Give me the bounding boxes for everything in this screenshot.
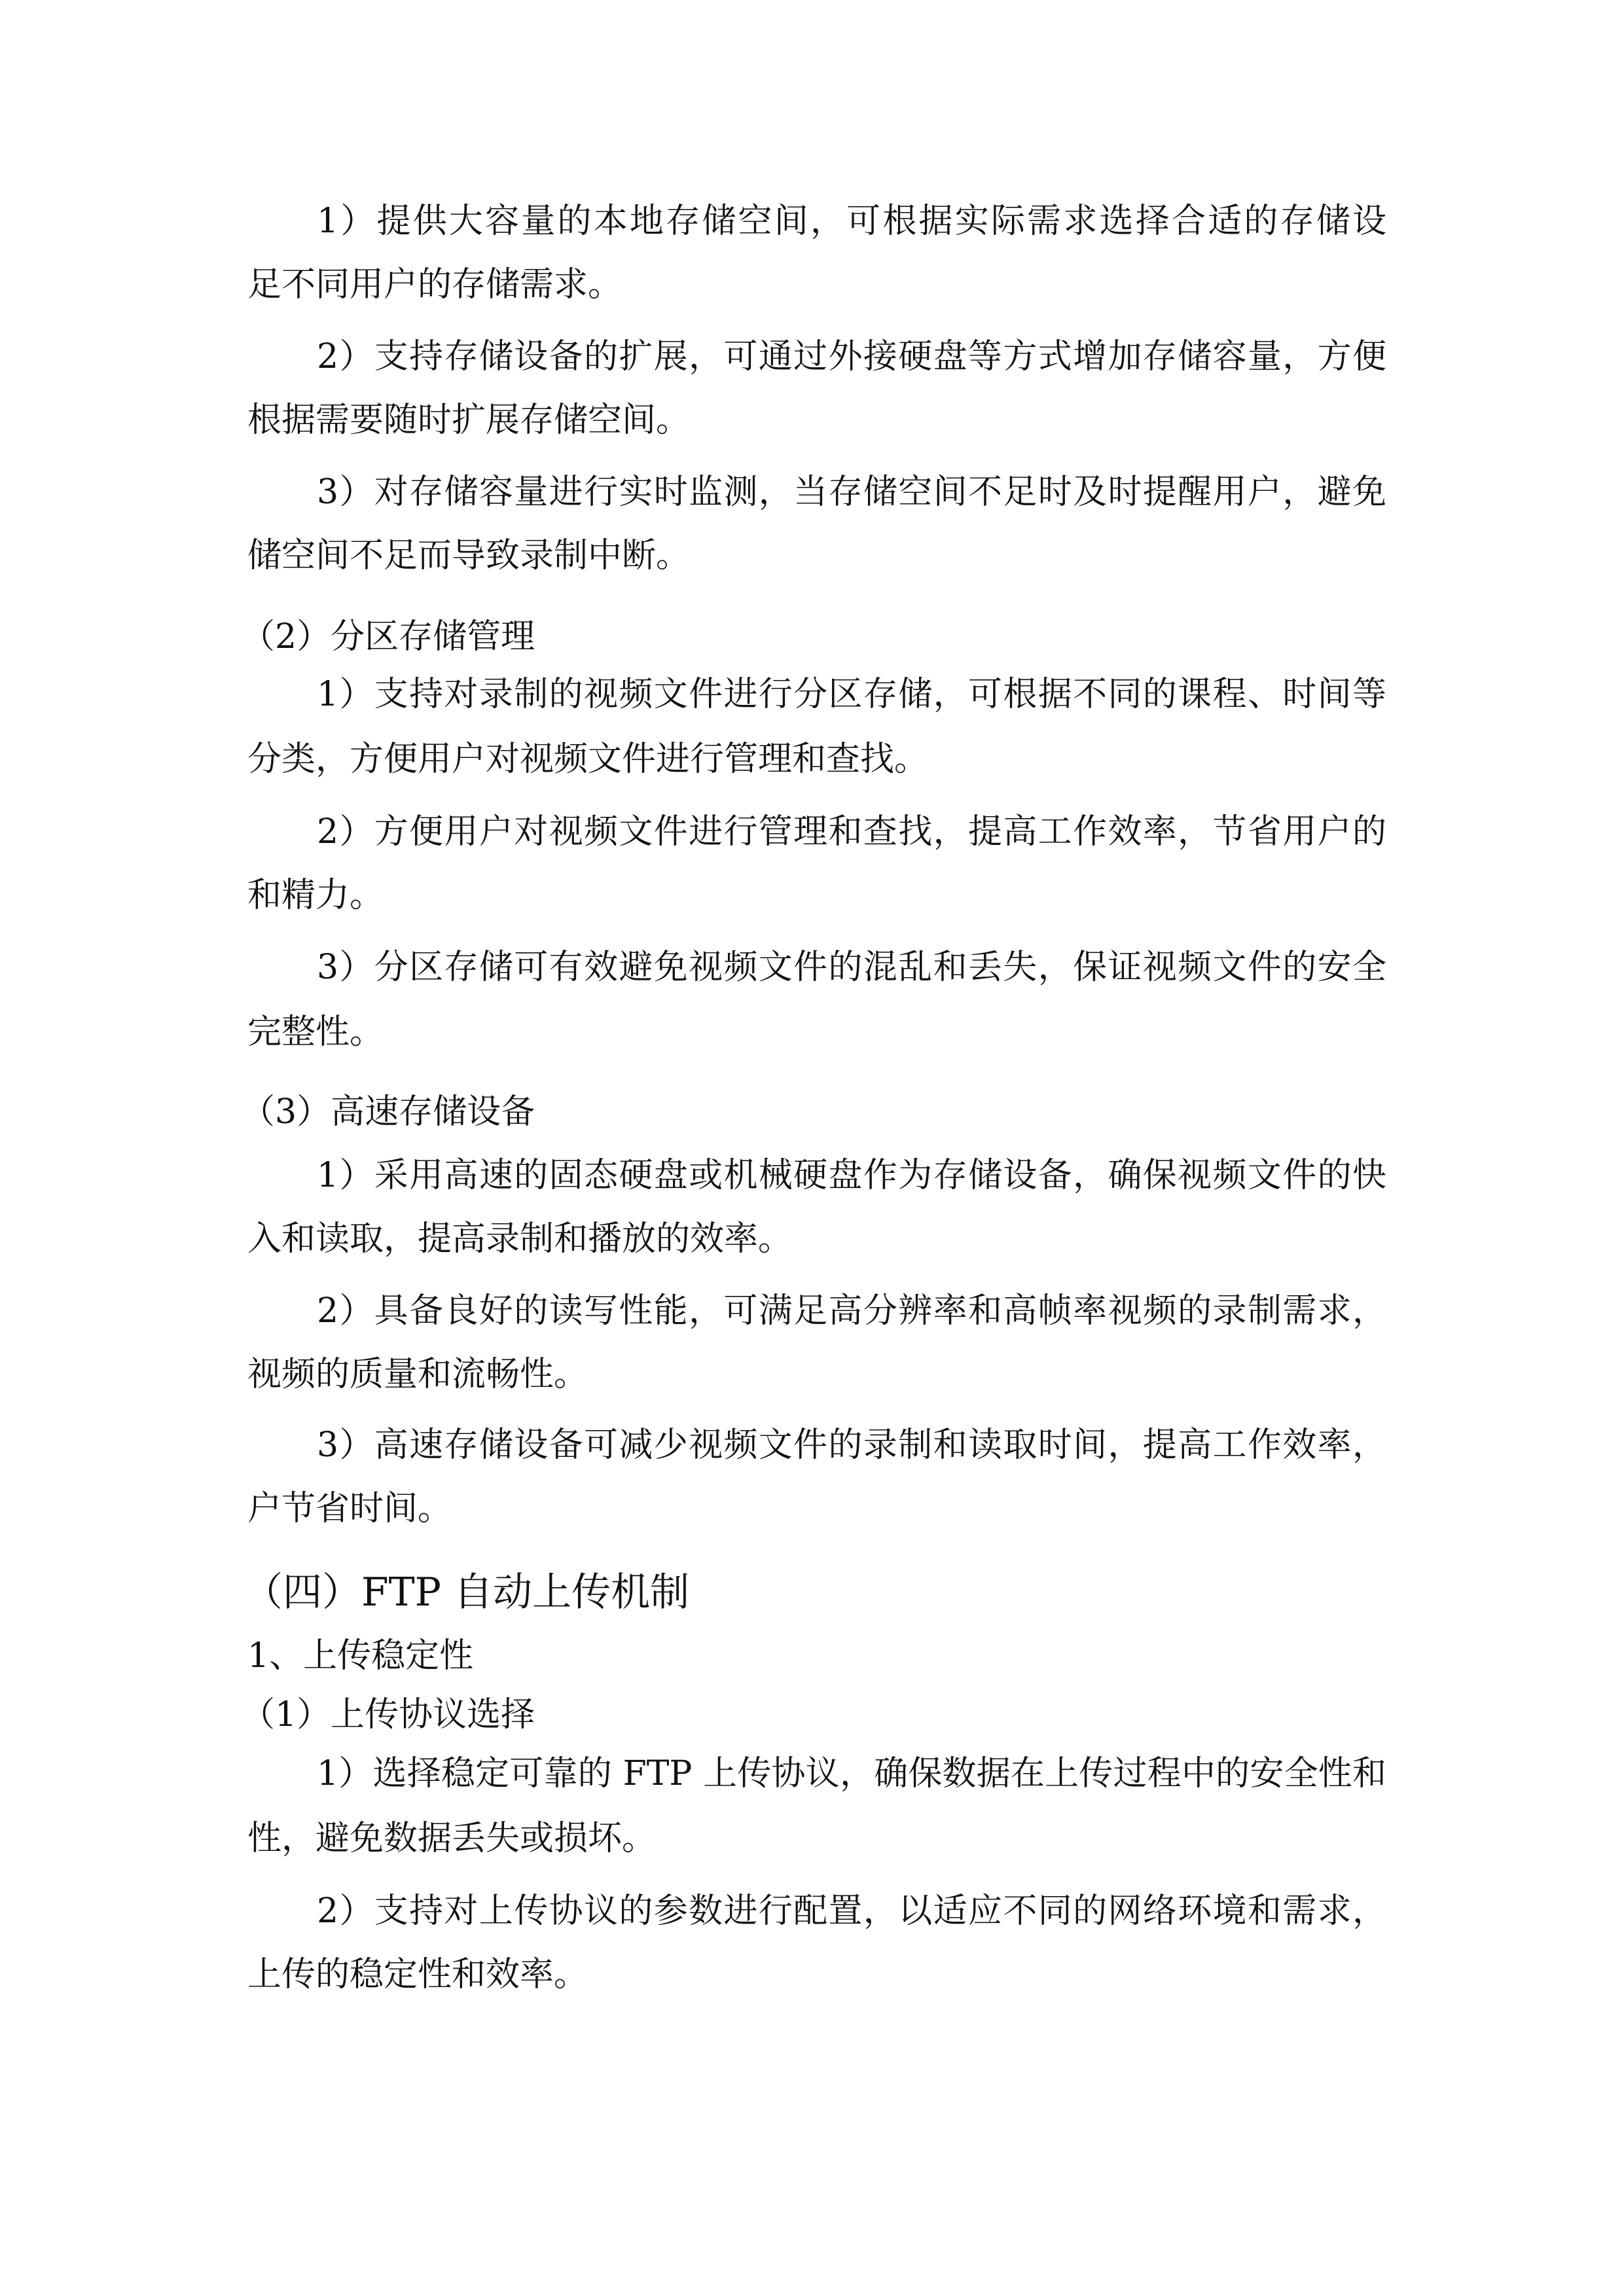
paragraph-line: 足不同用户的存储需求。 [247, 265, 623, 304]
paragraph-line: 1）提供大容量的本地存储空间，可根据实际需求选择合适的存储设 [317, 202, 1386, 241]
paragraph-line: 3）高速存储设备可减少视频文件的录制和读取时间，提高工作效率， [317, 1426, 1386, 1465]
paragraph-line: 1）选择稳定可靠的 FTP 上传协议，确保数据在上传过程中的安全性和 [317, 1754, 1386, 1793]
subheading-partition-storage: （2）分区存储管理 [241, 617, 535, 656]
paragraph-line: 性，避免数据丢失或损坏。 [247, 1819, 657, 1858]
paragraph-line: 2）具备良好的读写性能，可满足高分辨率和高帧率视频的录制需求， [317, 1291, 1386, 1331]
paragraph-line: 根据需要随时扩展存储空间。 [247, 401, 691, 440]
section-heading-ftp-upload: （四）FTP 自动上传机制 [244, 1570, 690, 1615]
paragraph-line: 视频的质量和流畅性。 [247, 1355, 588, 1394]
paragraph-line: 2）支持存储设备的扩展，可通过外接硬盘等方式增加存储容量，方便 [317, 337, 1386, 376]
heading-upload-stability: 1、上传稳定性 [247, 1636, 474, 1676]
paragraph-line: 3）分区存储可有效避免视频文件的混乱和丢失，保证视频文件的安全 [317, 948, 1386, 987]
paragraph-line: 1）支持对录制的视频文件进行分区存储，可根据不同的课程、时间等 [317, 675, 1386, 714]
paragraph-line: 2）支持对上传协议的参数进行配置，以适应不同的网络环境和需求， [317, 1892, 1386, 1931]
paragraph-line: 上传的稳定性和效率。 [247, 1955, 588, 1994]
subheading-upload-protocol: （1）上传协议选择 [241, 1695, 535, 1734]
paragraph-line: 完整性。 [247, 1013, 384, 1052]
paragraph-line: 储空间不足而导致录制中断。 [247, 536, 691, 575]
paragraph-line: 和精力。 [247, 876, 384, 915]
paragraph-line: 入和读取，提高录制和播放的效率。 [247, 1219, 793, 1259]
paragraph-line: 分类，方便用户对视频文件进行管理和查找。 [247, 740, 929, 779]
subheading-high-speed-storage: （3）高速存储设备 [241, 1092, 535, 1132]
paragraph-line: 2）方便用户对视频文件进行管理和查找，提高工作效率，节省用户的 [317, 812, 1386, 852]
paragraph-line: 3）对存储容量进行实时监测，当存储空间不足时及时提醒用户，避免 [317, 473, 1386, 512]
paragraph-line: 1）采用高速的固态硬盘或机械硬盘作为存储设备，确保视频文件的快 [317, 1156, 1386, 1195]
paragraph-line: 户节省时间。 [247, 1489, 452, 1528]
